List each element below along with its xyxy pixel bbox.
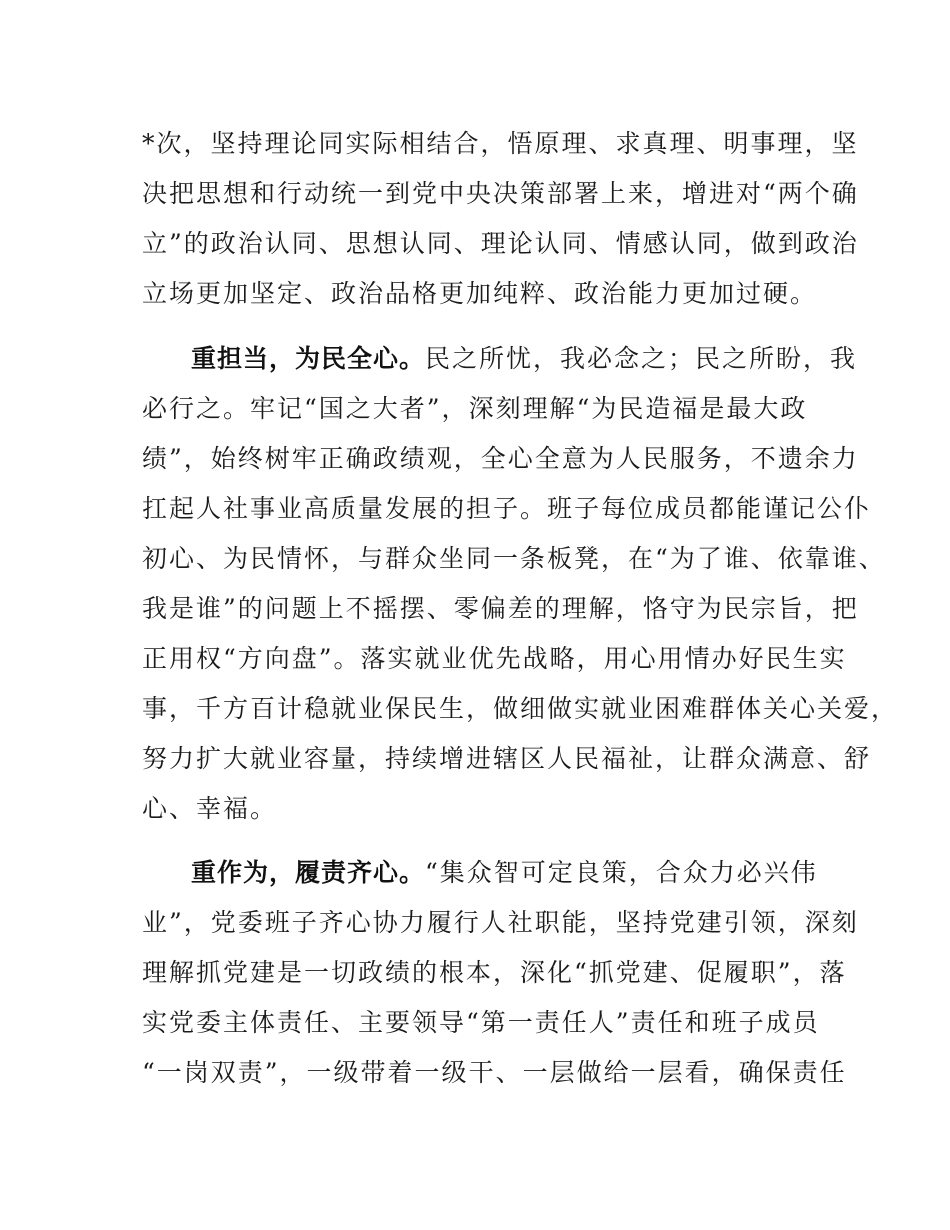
- paragraph-2-line-7: 正用权“方向盘”。落实就业优先战略，用心用情办好民生实: [142, 644, 847, 673]
- paragraph-3-line-4: 实党委主体责任、主要领导“第一责任人”责任和班子成员: [142, 1008, 820, 1037]
- paragraph-3-line-2: 业”，党委班子齐心协力履行人社职能，坚持党建引领，深刻: [142, 908, 859, 937]
- paragraph-3-heading: 重作为，履责齐心。: [191, 858, 426, 887]
- paragraph-2-line-2: 必行之。牢记“国之大者”，深刻理解“为民造福是最大政: [142, 394, 808, 423]
- paragraph-3-line-1: [191, 853, 881, 893]
- paragraph-1-line-1: *次，坚持理论同实际相结合，悟原理、求真理、明事理，坚: [142, 129, 859, 158]
- paragraph-2-line-5: 初心、为民情怀，与群众坐同一条板凳，在“为了谁、依靠谁、: [142, 544, 886, 573]
- paragraph-2-heading: 重担当，为民全心。: [191, 344, 426, 373]
- paragraph-3-line-5: “一岗双责”，一级带着一级干、一层做给一层看，确保责任: [142, 1058, 847, 1087]
- paragraph-2-line-9: 努力扩大就业容量，持续增进辖区人民福祉，让群众满意、舒: [142, 744, 872, 773]
- paragraph-3-line-1-text: “集众智可定良策，合众力必兴伟: [425, 858, 818, 887]
- paragraph-2-line-3: 绩”，始终树牢正确政绩观，全心全意为人民服务，不遗余力: [142, 444, 859, 473]
- paragraph-2-line-1-text: 民之所忧，我必念之；民之所盼，我: [425, 344, 858, 373]
- paragraph-1-line-4: 立场更加坚定、政治品格更加纯粹、政治能力更加过硬。: [142, 279, 818, 308]
- paragraph-2-line-4: 扛起人社事业高质量发展的担子。班子每位成员都能谨记公仆: [142, 494, 872, 523]
- paragraph-2-line-6: 我是谁”的问题上不摇摆、零偏差的理解，恪守为民宗旨，把: [142, 594, 859, 623]
- paragraph-1-line-3: 立”的政治认同、思想认同、理论认同、情感认同，做到政治: [142, 229, 859, 258]
- paragraph-3-line-3: 理解抓党建是一切政绩的根本，深化“抓党建、促履职”，落: [142, 958, 847, 987]
- paragraph-2-line-8: 事，千方百计稳就业保民生，做细做实就业困难群体关心关爱，: [142, 694, 899, 723]
- paragraph-2-line-10: 心、幸福。: [142, 794, 278, 823]
- paragraph-2-line-1: [191, 339, 881, 379]
- paragraph-1-line-2: 决把思想和行动统一到党中央决策部署上来，增进对“两个确: [142, 179, 859, 208]
